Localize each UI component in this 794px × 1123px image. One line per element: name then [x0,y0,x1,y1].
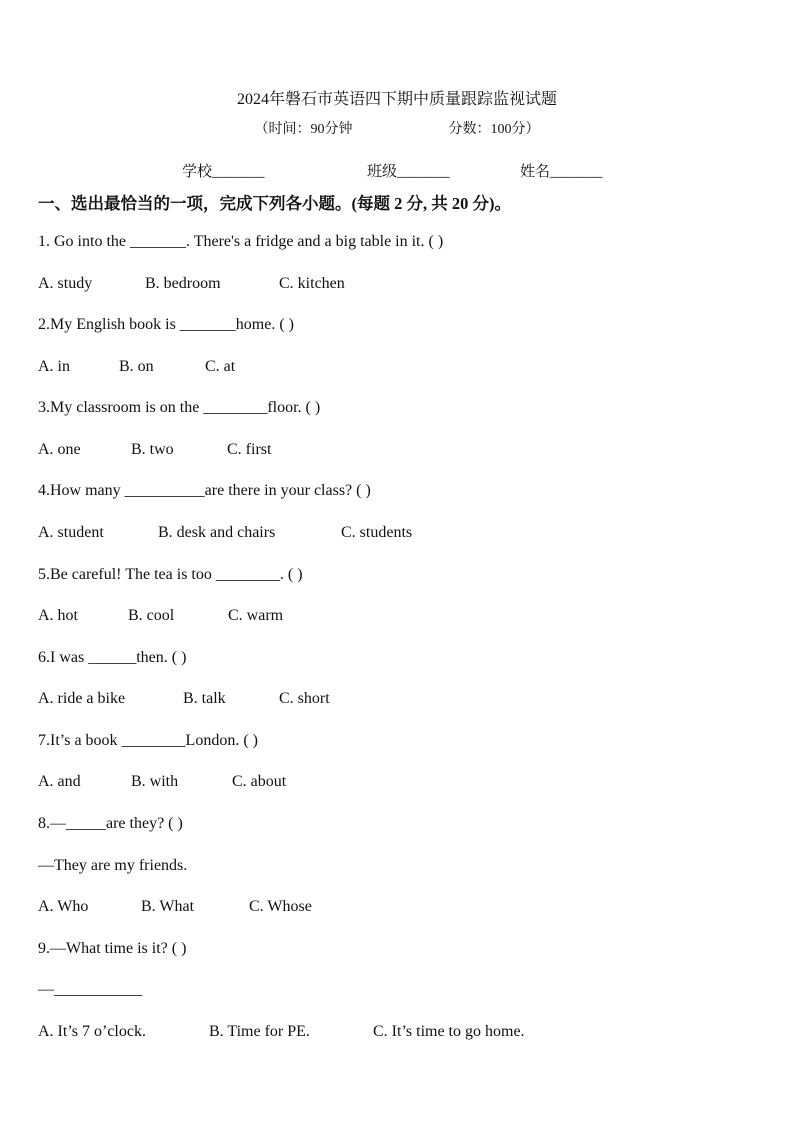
option-b: B. bedroom [145,275,221,292]
question-options [38,773,286,791]
question-stem: 3.My classroom is on the ________floor. ( ) [38,399,321,416]
option-b: B. with [131,773,179,790]
option-a: A. in [38,358,70,375]
option-b: B. two [131,441,174,458]
class-field: 班级_______ [367,164,450,180]
question-stem: 5.Be careful! The tea is too ________. ( ) [38,566,303,583]
option-a: A. It’s 7 o’clock. [38,1023,146,1040]
option-b: B. What [141,898,195,915]
option-c: C. at [205,358,236,375]
option-a: A. ride a bike [38,690,126,707]
question-options [38,441,271,459]
answer-line: —They are my friends. [38,857,188,874]
question-options [38,275,345,293]
option-b: B. Time for PE. [209,1023,310,1040]
question-options [38,690,330,708]
time-limit: （时间：90分钟 [254,122,353,137]
question-stem: 1. Go into the _______. There's a fridge and a big table in it. ( ) [38,233,444,250]
total-score: 分数：100分） [448,122,540,137]
question-options [38,1023,525,1041]
option-c: C. first [227,441,272,458]
name-field: 姓名_______ [520,164,603,180]
option-a: A. student [38,524,104,541]
option-b: B. desk and chairs [158,524,276,541]
question-options [38,524,412,542]
answer-line: —___________ [38,981,142,998]
school-field: 学校_______ [182,164,265,180]
option-c: C. Whose [249,898,312,915]
option-a: A. hot [38,607,78,624]
question-stem: 6.I was ______then. ( ) [38,649,187,666]
option-b: B. cool [128,607,175,624]
option-c: C. students [341,524,413,541]
option-a: A. Who [38,898,89,915]
option-c: C. warm [228,607,284,624]
option-a: A. and [38,773,81,790]
option-c: C. It’s time to go home. [373,1023,525,1040]
option-b: B. on [119,358,154,375]
exam-meta [0,118,794,138]
question-stem: 8.—_____are they? ( ) [38,815,183,832]
exam-title: 2024年磐石市英语四下期中质量跟踪监视试题 [236,91,557,108]
option-c: C. kitchen [279,275,345,292]
question-options [38,358,235,376]
option-b: B. talk [183,690,226,707]
question-stem: 2.My English book is _______home. ( ) [38,316,294,333]
question-options [38,898,312,916]
question-options [38,607,283,625]
option-a: A. study [38,275,93,292]
option-c: C. about [232,773,287,790]
section-heading: 一、选出最恰当的一项，完成下列各小题。(每题 2 分, 共 20 分)。 [38,194,511,213]
question-stem: 4.How many __________are there in your class? ( ) [38,482,371,499]
question-stem: 7.It’s a book ________London. ( ) [38,732,258,749]
option-a: A. one [38,441,81,458]
option-c: C. short [279,690,330,707]
question-stem: 9.—What time is it? ( ) [38,940,187,957]
